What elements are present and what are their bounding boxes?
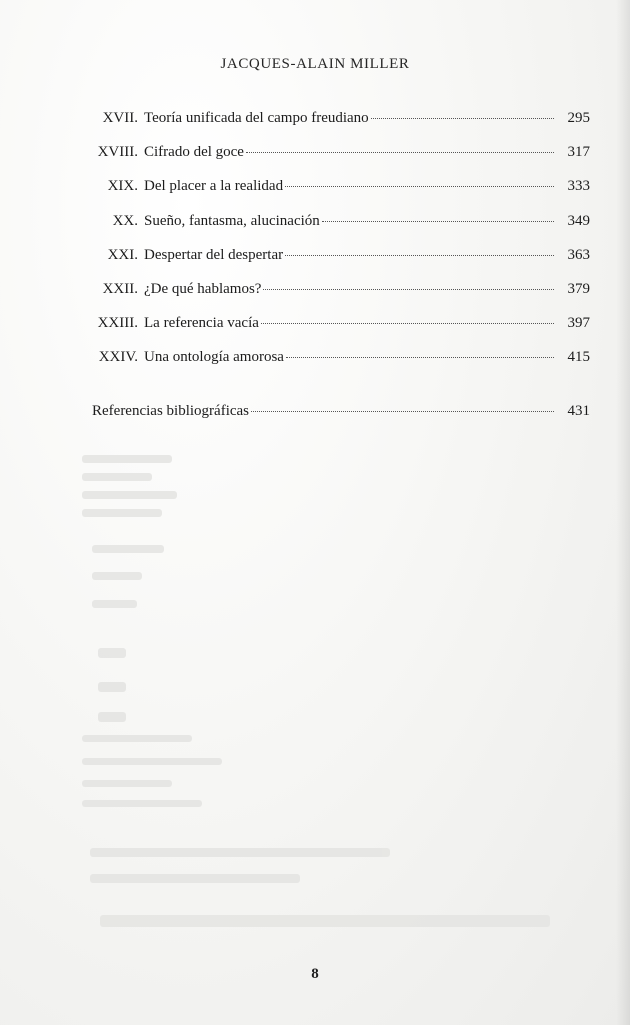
chapter-number: XVIII. xyxy=(97,144,138,161)
toc-entry xyxy=(90,213,590,247)
chapter-number: XXI. xyxy=(107,246,138,263)
chapter-number: XX. xyxy=(112,212,138,229)
references-page: 431 xyxy=(567,403,590,419)
chapter-number: XXIII. xyxy=(97,315,138,332)
toc-entry xyxy=(90,247,590,281)
references-title: Referencias bibliográficas xyxy=(92,403,250,419)
toc-entry xyxy=(90,281,590,315)
chapter-title: ¿De qué hablamos? xyxy=(144,280,262,297)
chapter-title: La referencia vacía xyxy=(144,315,259,332)
page-edge-shadow xyxy=(616,0,630,1025)
chapter-number: XIX. xyxy=(107,178,138,195)
chapter-page: 397 xyxy=(567,315,590,332)
dot-leader xyxy=(285,255,554,256)
chapter-page: 363 xyxy=(567,246,590,263)
dot-leader xyxy=(246,152,554,153)
dot-leader xyxy=(285,186,554,187)
chapter-page: 295 xyxy=(567,110,590,126)
table-of-contents xyxy=(90,110,590,384)
chapter-title: Cifrado del goce xyxy=(144,144,244,161)
toc-entry xyxy=(90,315,590,349)
toc-entry xyxy=(90,178,590,212)
dot-leader xyxy=(263,289,554,290)
chapter-number: XVII. xyxy=(102,110,138,126)
toc-entry xyxy=(90,110,590,144)
chapter-page: 317 xyxy=(567,144,590,161)
chapter-title: Sueño, fantasma, alucinación xyxy=(144,212,320,229)
dot-leader xyxy=(371,118,554,119)
chapter-title: Despertar del despertar xyxy=(144,246,284,263)
chapter-number: XXII. xyxy=(102,280,138,297)
toc-entry xyxy=(90,144,590,178)
dot-leader xyxy=(261,323,554,324)
page-number: 8 xyxy=(311,966,319,982)
dot-leader xyxy=(251,411,554,412)
chapter-title: Del placer a la realidad xyxy=(144,178,284,195)
chapter-page: 379 xyxy=(567,280,590,297)
chapter-title: Teoría unificada del campo freudiano xyxy=(144,110,369,126)
chapter-page: 333 xyxy=(567,178,590,195)
chapter-page: 349 xyxy=(567,212,590,229)
running-header: JACQUES-ALAIN MILLER xyxy=(220,56,410,72)
chapter-title: Una ontología amorosa xyxy=(144,349,284,366)
toc-entry xyxy=(90,349,590,383)
chapter-page: 415 xyxy=(567,349,590,366)
toc-entry-references xyxy=(90,403,590,427)
chapter-number: XXIV. xyxy=(98,349,138,366)
dot-leader xyxy=(322,221,554,222)
dot-leader xyxy=(286,357,554,358)
